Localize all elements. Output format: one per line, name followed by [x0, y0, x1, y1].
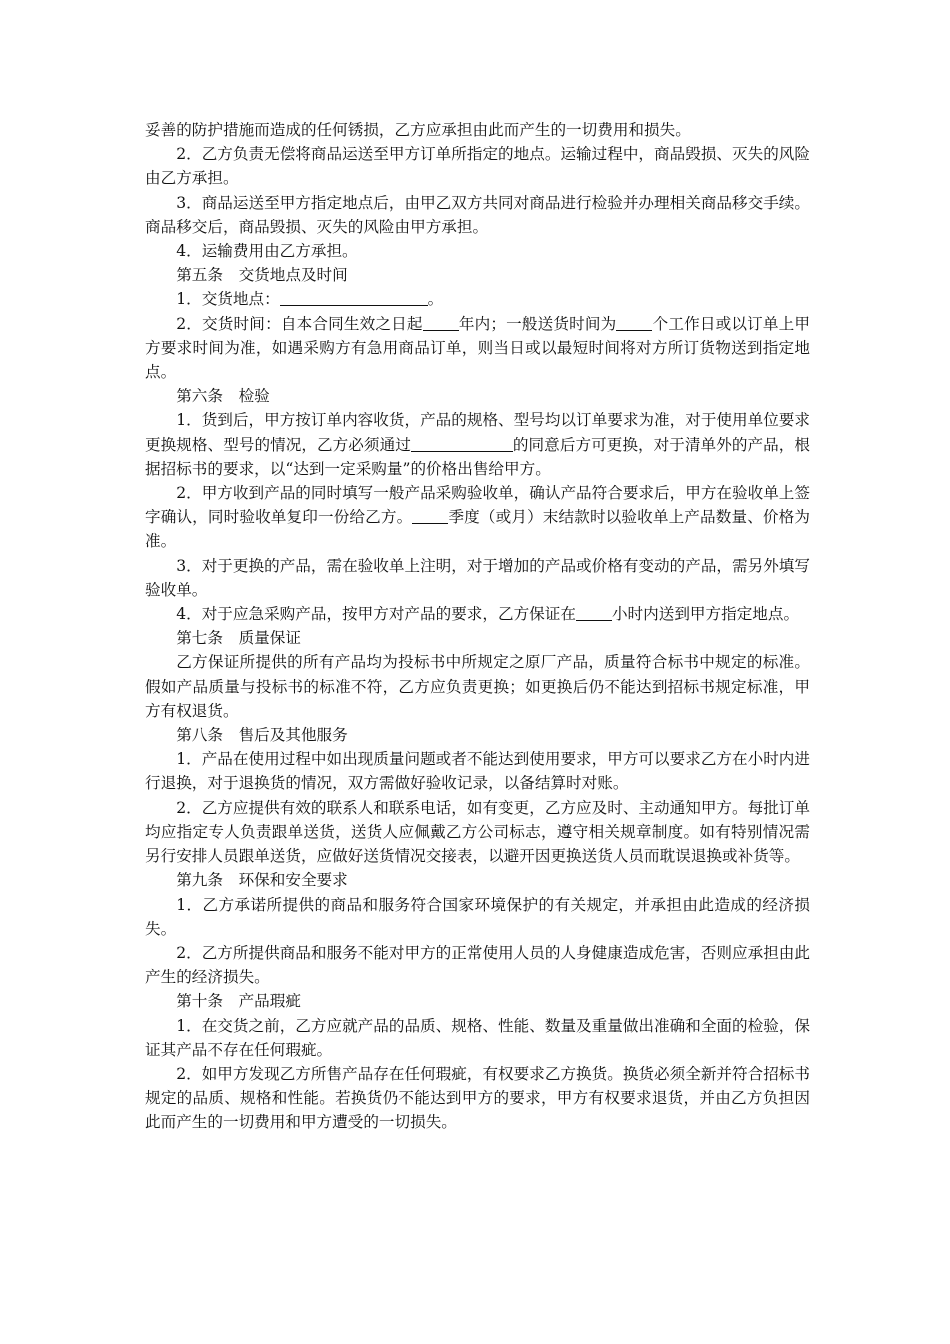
paragraph-text: 1．产品在使用过程中如出现质量问题或者不能达到使用要求，甲方可以要求乙方在小时内进行退换，对于退换货的情况，双方需做好验收记录，以备结算时对账。 [145, 750, 810, 793]
section-heading-7 [145, 626, 810, 650]
paragraph-text: 年内；一般送货时间为 [458, 314, 617, 333]
paragraph-text: 4．运输费用由乙方承担。 [176, 242, 358, 261]
paragraph [145, 1014, 810, 1062]
paragraph-text: 1．在交货之前，乙方应就产品的品质、规格、性能、数量及重量做出准确和全面的检验，保证其产品不存在任何瑕疵。 [145, 1016, 810, 1059]
paragraph-text: 3．商品运送至甲方指定地点后，由甲乙双方共同对商品进行检验并办理相关商品移交手续。商品移交后，商品毁损、灭失的风险由甲方承担。 [145, 193, 810, 236]
paragraph-text: 妥善的防护措施而造成的任何锈损，乙方应承担由此而产生的一切费用和损失。 [145, 121, 691, 139]
section-heading-8 [145, 723, 810, 747]
paragraph [145, 408, 810, 481]
heading-text: 第九条 环保和安全要求 [176, 871, 348, 890]
paragraph [145, 239, 810, 263]
paragraph [145, 650, 810, 723]
fill-in-blank [616, 314, 652, 331]
paragraph [145, 312, 810, 385]
paragraph [145, 142, 810, 190]
fill-in-blank [423, 314, 459, 331]
paragraph-text: 2．如甲方发现乙方所售产品存在任何瑕疵，有权要求乙方换货。换货必须全新并符合招标书规定的品质、规格和性能。若换货仍不能达到甲方的要求，甲方有权要求退货，并由乙方负担因此而产生的一切费用和甲方遭受的一切损失。 [145, 1064, 810, 1132]
section-heading-9 [145, 868, 810, 892]
paragraph-text: 2．乙方应提供有效的联系人和联系电话，如有变更，乙方应及时、主动通知甲方。每批订单均应指定专人负责跟单送货，送货人应佩戴乙方公司标志，遵守相关规章制度。如有特别情况需另行安排人员跟单送货，应做好送货情况交接表，以避开因更换送货人员而耽误退换或补货等。 [145, 798, 810, 866]
paragraph [145, 481, 810, 554]
paragraph-text: 乙方保证所提供的所有产品均为投标书中所规定之原厂产品，质量符合标书中规定的标准。假如产品质量与投标书的标准不符，乙方应负责更换；如更换后仍不能达到招标书规定标准，甲方有权退货。 [145, 653, 810, 720]
section-heading-10 [145, 989, 810, 1013]
paragraph [145, 191, 810, 239]
paragraph-text: 的同意后方可更换，对于清单外的产品，根据招标书的要求，以“达到一定采购量”的价格出售给甲方。 [145, 435, 810, 478]
heading-text: 第十条 产品瑕疵 [176, 992, 301, 1011]
heading-text: 第八条 售后及其他服务 [176, 726, 348, 745]
paragraph-text: 1．乙方承诺所提供的商品和服务符合国家环境保护的有关规定，并承担由此造成的经济损失。 [145, 895, 810, 938]
paragraph-text: 1．交货地点： [176, 290, 280, 309]
fill-in-blank [576, 604, 612, 621]
paragraph [145, 747, 810, 795]
paragraph [145, 941, 810, 989]
fill-in-blank [411, 435, 513, 452]
paragraph [145, 287, 810, 311]
paragraph [145, 796, 810, 869]
fill-in-blank [412, 507, 448, 524]
fill-in-blank [280, 289, 428, 306]
section-heading-6 [145, 384, 810, 408]
heading-text: 第六条 检验 [176, 387, 270, 406]
paragraph [145, 602, 810, 626]
paragraph-text: 。 [427, 290, 444, 309]
paragraph-text: 3．对于更换的产品，需在验收单上注明，对于增加的产品或价格有变动的产品，需另外填写验收单。 [145, 556, 810, 599]
heading-text: 第七条 质量保证 [176, 629, 301, 648]
heading-text: 第五条 交货地点及时间 [176, 266, 348, 285]
paragraph [145, 1062, 810, 1135]
paragraph-text: 2．交货时间：自本合同生效之日起 [176, 314, 423, 333]
paragraph-text: 小时内送到甲方指定地点。 [611, 605, 800, 624]
paragraph-text: 4．对于应急采购产品，按甲方对产品的要求，乙方保证在 [176, 605, 576, 624]
section-heading-5 [145, 263, 810, 287]
paragraph-text: 2．乙方所提供商品和服务不能对甲方的正常使用人员的人身健康造成危害，否则应承担由此产生的经济损失。 [145, 943, 810, 987]
paragraph-text: 2．乙方负责无偿将商品运送至甲方订单所指定的地点。运输过程中，商品毁损、灭失的风险由乙方承担。 [145, 145, 810, 188]
paragraph-text: 2．甲方收到产品的同时填写一般产品采购验收单，确认产品符合要求后，甲方在验收单上签字确认，同时验收单复印一份给乙方。 [145, 484, 810, 527]
paragraph-text: 季度（或月）末结款时以验收单上产品数量、价格为准。 [145, 508, 810, 551]
paragraph-text: 个工作日或以订单上甲方要求时间为准，如遇采购方有急用商品订单，则当日或以最短时间将对方所订货物送到指定地点。 [145, 314, 810, 382]
paragraph [145, 893, 810, 941]
paragraph-text: 1．货到后，甲方按订单内容收货，产品的规格、型号均以订单要求为准，对于使用单位要求更换规格、型号的情况，乙方必须通过 [145, 411, 810, 454]
paragraph [145, 554, 810, 602]
paragraph [145, 118, 810, 142]
